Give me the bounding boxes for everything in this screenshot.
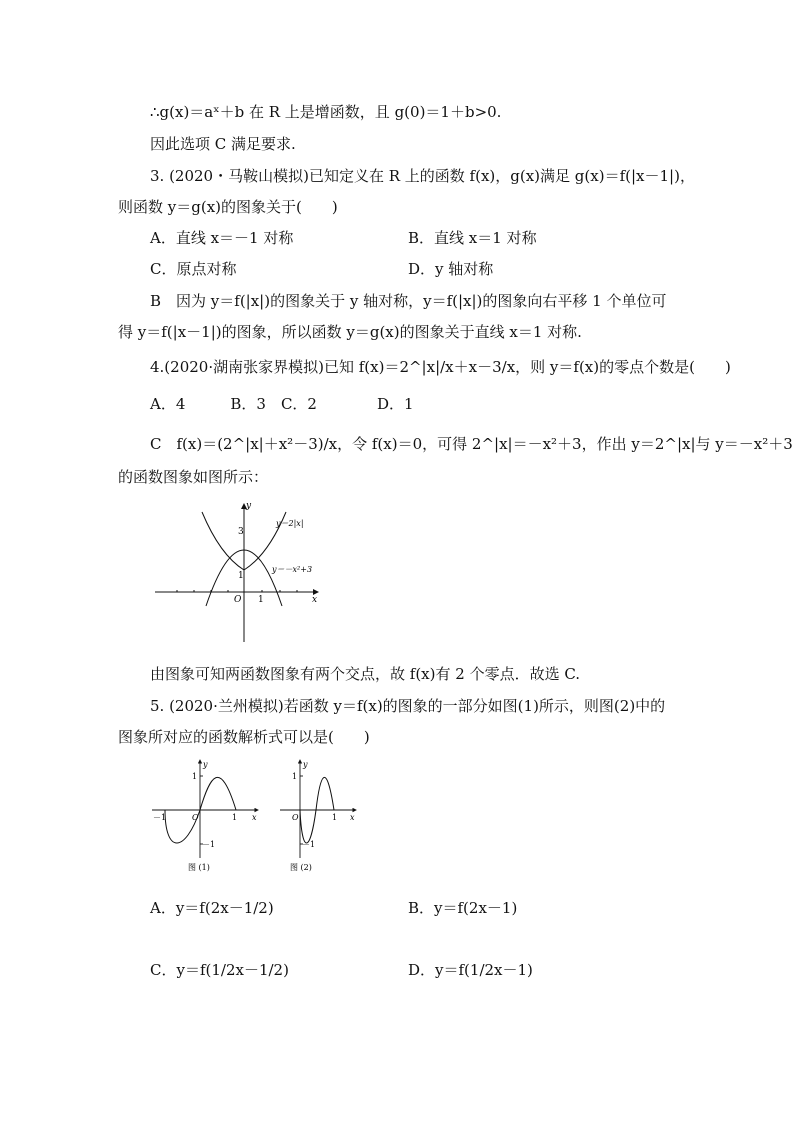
solution-line-1: ∴g(x)＝aˣ＋b 在 R 上是增函数，且 g(0)＝1＋b>0.: [150, 103, 502, 121]
y-axis-label: y: [246, 501, 252, 511]
q4-graph: [150, 500, 325, 645]
fig1-x-label: x: [252, 813, 257, 822]
q3-option-a: A．直线 x＝－1 对称: [150, 229, 294, 247]
q3-answer-line-1: B 因为 y＝f(|x|)的图象关于 y 轴对称，y＝f(|x|)的图象向右平移 1 个单位可: [150, 292, 667, 310]
q3-answer-line-2: 得 y＝f(|x－1|)的图象，所以函数 y＝g(x)的图象关于直线 x＝1 对称.: [118, 323, 582, 341]
exp-curve-label: y＝2|x|: [276, 519, 304, 528]
q3-option-c: C．原点对称: [150, 260, 237, 278]
q3-stem-line-2: 则函数 y＝g(x)的图象关于( ): [118, 198, 338, 216]
parabola-curve-label: y＝－x²+3: [272, 565, 313, 574]
q5-stem-line-2: 图象所对应的函数解析式可以是( ): [118, 728, 370, 746]
q4-conclusion: 由图象可知两函数图象有两个交点，故 f(x)有 2 个零点．故选 C.: [150, 665, 581, 683]
fig1-origin-label: O: [192, 813, 199, 822]
fig1-neg1-x-label: －1: [153, 813, 167, 822]
tick-1-x-label: 1: [258, 595, 264, 605]
fig1-caption: 图 (1): [188, 863, 210, 872]
solution-line-2: 因此选项 C 满足要求.: [150, 135, 296, 153]
fig2-neg1-y-label: －1: [302, 840, 316, 849]
q3-option-b: B．直线 x＝1 对称: [408, 229, 537, 247]
q5-option-c: C．y＝f(1/2x－1/2): [150, 961, 289, 979]
figure-1: [150, 758, 262, 876]
x-axis-label: x: [312, 595, 318, 605]
q3-stem-line-1: 3. (2020・马鞍山模拟)已知定义在 R 上的函数 f(x)，g(x)满足 g(x)＝f(|x－1|)，: [150, 167, 695, 185]
fig2-1-x-label: 1: [332, 813, 338, 822]
q5-option-a: A．y＝f(2x－1/2): [150, 899, 274, 917]
fig1-1-y-label: 1: [192, 772, 198, 781]
fig2-1-y-label: 1: [292, 772, 298, 781]
figure-2: [278, 758, 358, 876]
fig2-caption: 图 (2): [290, 863, 312, 872]
tick-3-label: 3: [238, 527, 244, 537]
fig2-origin-label: O: [292, 813, 299, 822]
q5-stem-line-1: 5. (2020·兰州模拟)若函数 y＝f(x)的图象的一部分如图(1)所示，则图(2)中的: [150, 697, 666, 715]
origin-label: O: [234, 595, 242, 605]
q4-options: A．4 B．3 C．2 D．1: [150, 395, 414, 413]
q4-answer-line-1: C f(x)＝(2^|x|＋x²－3)/x，令 f(x)＝0，可得 2^|x|＝－x²＋3，作出 y＝2^|x|与 y＝－x²＋3: [150, 435, 793, 453]
q3-option-d: D．y 轴对称: [408, 260, 494, 278]
fig1-y-label: y: [203, 760, 208, 769]
fig1-1-x-label: 1: [232, 813, 238, 822]
fig1-neg1-y-label: －1: [202, 840, 216, 849]
fig2-y-label: y: [303, 760, 308, 769]
q5-option-b: B．y＝f(2x－1): [408, 899, 518, 917]
q5-option-d: D．y＝f(1/2x－1): [408, 961, 533, 979]
fig2-x-label: x: [350, 813, 355, 822]
q4-stem: 4.(2020·湖南张家界模拟)已知 f(x)＝2^|x|/x＋x－3/x，则 y＝f(x)的零点个数是( ): [150, 358, 731, 376]
q4-answer-line-2: 的函数图象如图所示：: [118, 468, 269, 486]
tick-1-y-label: 1: [238, 571, 244, 581]
